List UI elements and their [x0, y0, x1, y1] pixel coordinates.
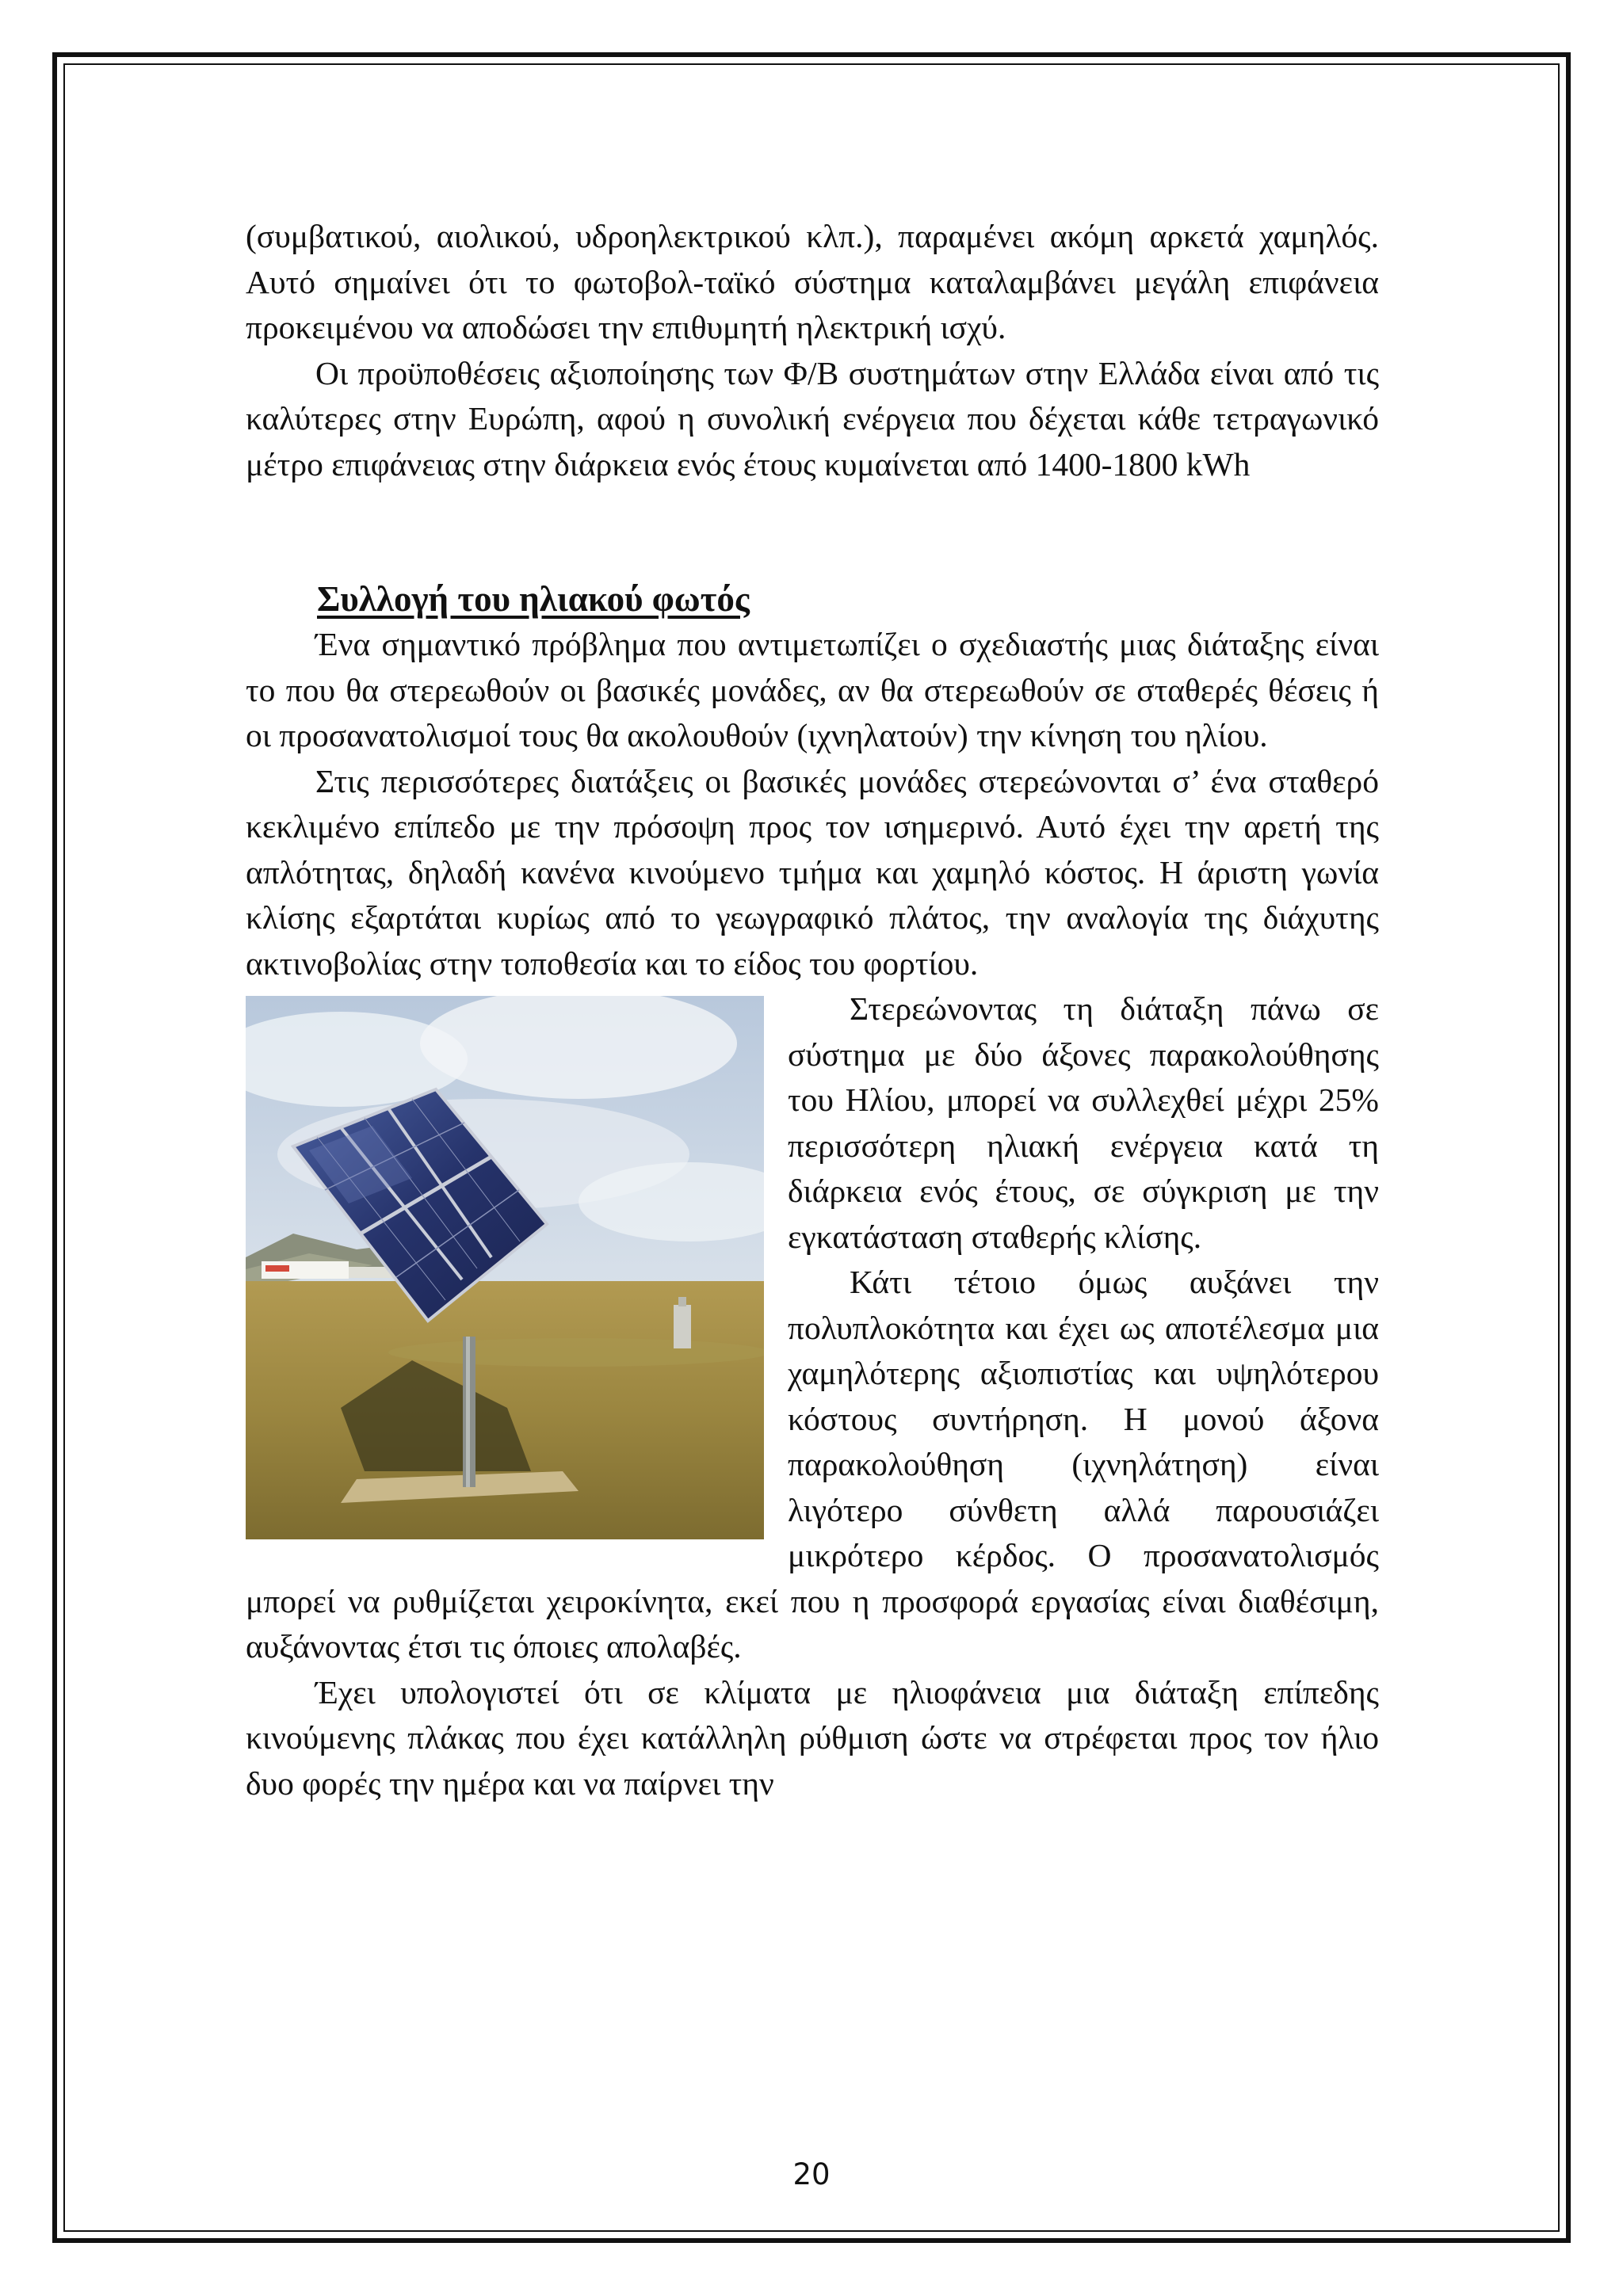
- section-title: Συλλογή του ηλιακού φωτός: [317, 579, 750, 619]
- paragraph-climate: Έχει υπολογιστεί ότι σε κλίματα με ηλιοφάνεια μια διάταξη επίπεδης κινούμενης πλάκας που έχει κατάλληλη ρύθμιση ώστε να στρέφεται προς τον ήλιο δυο φορές την ημέρα και να παίρνει την: [246, 1673, 1379, 1802]
- paragraph-mounting-problem: Ένα σημαντικό πρόβλημα που αντιμετωπίζει ο σχεδιαστής μιας διάταξης είναι το που θα στερεωθούν οι βασικές μονάδες, αν θα στερεωθούν σε σταθερές θέσεις ή οι προσανατολισμοί τους θα ακολουθούν (ιχνηλατούν) την κίνηση του ηλίου.: [246, 626, 1379, 753]
- page-content: [246, 214, 1379, 1806]
- paragraph-dual-axis: Στερεώνοντας τη διάταξη πάνω σε σύστημα με δύο άξονες παρακολούθησης του Ηλίου, μπορεί να συλλεχθεί μέχρι 25% περισσότερη ηλιακή ενέργεια κατά τη διάρκεια ενός έτους, σε σύγκριση με την εγκατάσταση σταθερής κλίσης.: [788, 990, 1379, 1255]
- solar-tracker-illustration: [246, 996, 764, 1539]
- paragraph-fixed-mounting: Στις περισσότερες διατάξεις οι βασικές μονάδες στερεώνονται σ’ ένα σταθερό κεκλιμένο επίπεδο με την πρόσοψη προς τον ισημερινό. Αυτό έχει την αρετή της απλότητας, δηλαδή κανένα κινούμενο τμήμα και χαμηλό κόστος. Η άριστη γωνία κλίσης εξαρτάται κυρίως από το γεωγραφικό πλάτος, την αναλογία της διάχυτης ακτινοβολίας στην τοποθεσία και το είδος του φορτίου.: [246, 762, 1379, 982]
- solar-tracker-photo: [246, 996, 764, 1539]
- page-number: 20: [792, 2157, 831, 2191]
- paragraph-greece-conditions: Οι προϋποθέσεις αξιοποίησης των Φ/Β συστημάτων στην Ελλάδα είναι από τις καλύτερες στην Ευρώπη, αφού η συνολική ενέργεια που δέχεται κάθε τετραγωνικό μέτρο επιφάνειας στην διάρκεια ενός έτους κυμαίνεται από 1400-1800 kWh: [246, 354, 1379, 482]
- paragraph-complexity: Κάτι τέτοιο όμως αυξάνει την πολυπλοκότητα και έχει ως αποτέλεσμα μια χαμηλότερης αξιοπιστίας και υψηλότερου κόστους συντήρηση. Η μονού άξονα παρακολούθηση (ιχνηλάτηση) είναι λιγότερο σύνθετη αλλά παρουσιάζει μικρότερο κέρδος. Ο προσανατολισμός μπορεί να ρυθμίζεται χειροκίνητα, εκεί που η προσφορά εργασίας είναι διαθέσιμη, αυξάνοντας έτσι τις όποιες απολαβές.: [246, 1264, 1379, 1665]
- paragraph-continuation: (συμβατικού, αιολικού, υδροηλεκτρικού κλπ.), παραμένει ακόμη αρκετά χαμηλός. Αυτό σημαίνει ότι το φωτοβολ-ταϊκό σύστημα καταλαμβάνει μεγάλη επιφάνεια προκειμένου να αποδώσει την επιθυμητή ηλεκτρική ισχύ.: [246, 218, 1379, 345]
